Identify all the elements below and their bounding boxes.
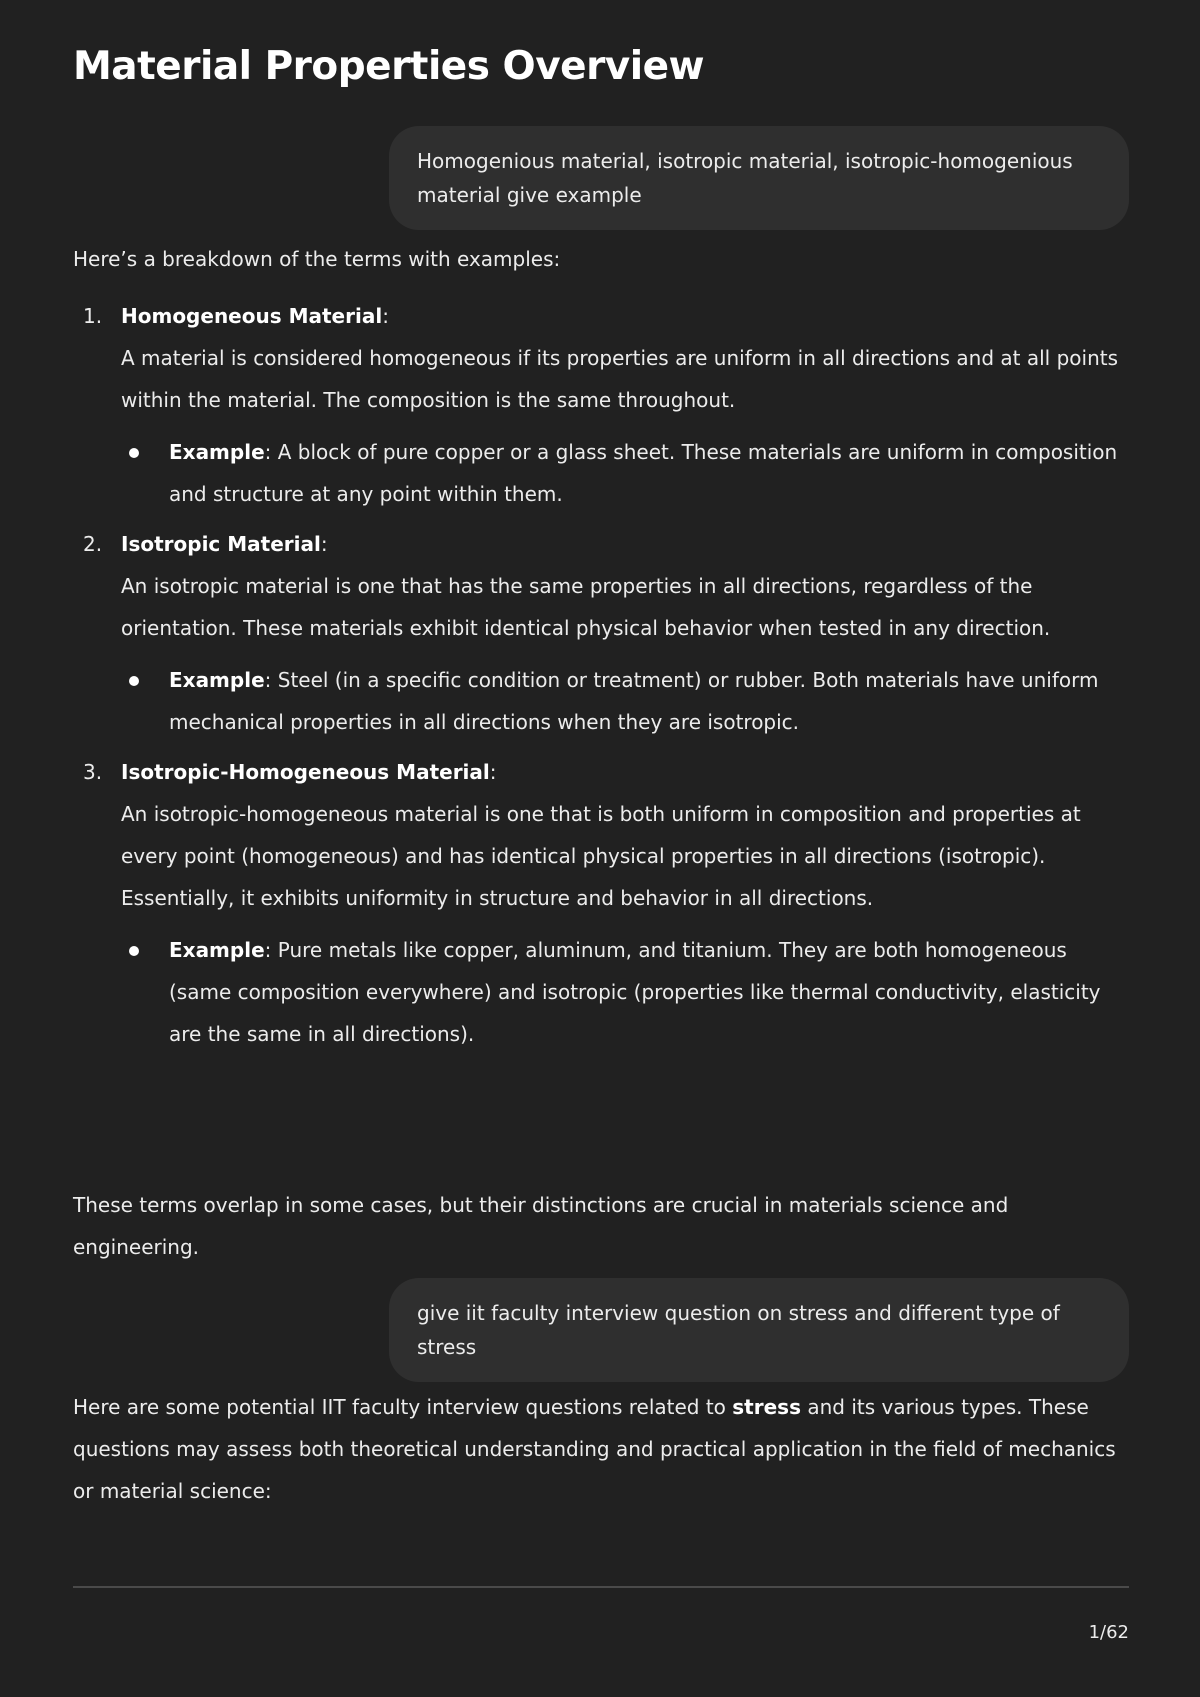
term-description: An isotropic-homogeneous material is one that is both uniform in composition and properties at every point (homogeneous) and has identical physical properties in all directions (isotropic). Essentially, it exhibits uniformity in structure and behavior in all directions. xyxy=(121,802,1081,910)
terms-list xyxy=(73,295,1129,1063)
intro-text: Here are some potential IIT faculty interview questions related to xyxy=(73,1395,733,1419)
bullet-icon xyxy=(129,676,139,686)
example-list xyxy=(121,431,1129,515)
bullet-icon xyxy=(129,946,139,956)
item-number: 1. xyxy=(83,304,103,328)
example-text: Steel (in a specific condition or treatment) or rubber. Both materials have uniform mechanical properties in all directions when they are isotropic. xyxy=(169,668,1099,734)
example-text: Pure metals like copper, aluminum, and titanium. They are both homogeneous (same composition everywhere) and isotropic (properties like thermal conductivity, elasticity are the same in all directions). xyxy=(169,938,1101,1046)
example-label: Example xyxy=(169,938,265,962)
intro-text: and its various types. These questions may assess both theoretical understanding and practical application in the field of mechanics or material science: xyxy=(73,1395,1116,1503)
example-item: Example: Pure metals like copper, aluminum, and titanium. They are both homogeneous (same composition everywhere) and isotropic (properties like thermal conductivity, elasticity are the same in all directions). xyxy=(121,929,1129,1055)
list-item: 1. Homogeneous Material: A material is considered homogeneous if its properties are uniform in all directions and at all points within the material. The composition is the same throughout. Example: A block of pure copper or a glass sheet. These materials are uniform in composition and structure at any point within them. xyxy=(73,295,1129,515)
item-number: 3. xyxy=(83,760,103,784)
example-item: Example: A block of pure copper or a glass sheet. These materials are uniform in composition and structure at any point within them. xyxy=(121,431,1129,515)
response-closing: These terms overlap in some cases, but their distinctions are crucial in materials science and engineering. xyxy=(73,1193,1009,1259)
term-heading: Isotropic-Homogeneous Material xyxy=(121,760,490,784)
term-description: A material is considered homogeneous if its properties are uniform in all directions and at all points within the material. The composition is the same throughout. xyxy=(121,346,1119,412)
user-message-text: Homogenious material, isotropic material, isotropic-homogenious material give example xyxy=(417,149,1073,207)
page-title: Material Properties Overview xyxy=(73,44,705,89)
list-item: 2. Isotropic Material: An isotropic material is one that has the same properties in all directions, regardless of the orientation. These materials exhibit identical physical behavior when tested in any direction. Example: Steel (in a specific condition or treatment) or rubber. Both materials have uniform mechanical properties in all directions when they are isotropic. xyxy=(73,523,1129,743)
divider xyxy=(73,1586,1129,1588)
user-message-text: give iit faculty interview question on stress and different type of stress xyxy=(417,1301,1060,1359)
list-item: 3. Isotropic-Homogeneous Material: An isotropic-homogeneous material is one that is both uniform in composition and properties at every point (homogeneous) and has identical physical properties in all directions (isotropic). Essentially, it exhibits uniformity in structure and behavior in all directions. Example: Pure metals like copper, aluminum, and titanium. They are both homogeneous (same composition everywhere) and isotropic (properties like thermal conductivity, elasticity are the same in all directions). xyxy=(73,751,1129,1055)
user-message-bubble xyxy=(389,1278,1129,1382)
example-item: Example: Steel (in a specific condition or treatment) or rubber. Both materials have uniform mechanical properties in all directions when they are isotropic. xyxy=(121,659,1129,743)
response-intro xyxy=(73,1386,1129,1512)
page-number: 1/62 xyxy=(1088,1622,1129,1643)
response-intro: Here’s a breakdown of the terms with examples: xyxy=(73,247,561,271)
example-text: A block of pure copper or a glass sheet. These materials are uniform in composition and structure at any point within them. xyxy=(169,440,1118,506)
example-label: Example xyxy=(169,440,265,464)
example-label: Example xyxy=(169,668,265,692)
term-description: An isotropic material is one that has the same properties in all directions, regardless of the orientation. These materials exhibit identical physical behavior when tested in any direction. xyxy=(121,574,1051,640)
bullet-icon xyxy=(129,448,139,458)
example-list xyxy=(121,659,1129,743)
item-number: 2. xyxy=(83,532,103,556)
example-list xyxy=(121,929,1129,1055)
term-heading: Homogeneous Material xyxy=(121,304,383,328)
user-message-bubble xyxy=(389,126,1129,230)
term-heading: Isotropic Material xyxy=(121,532,321,556)
intro-bold-text: stress xyxy=(732,1395,801,1419)
